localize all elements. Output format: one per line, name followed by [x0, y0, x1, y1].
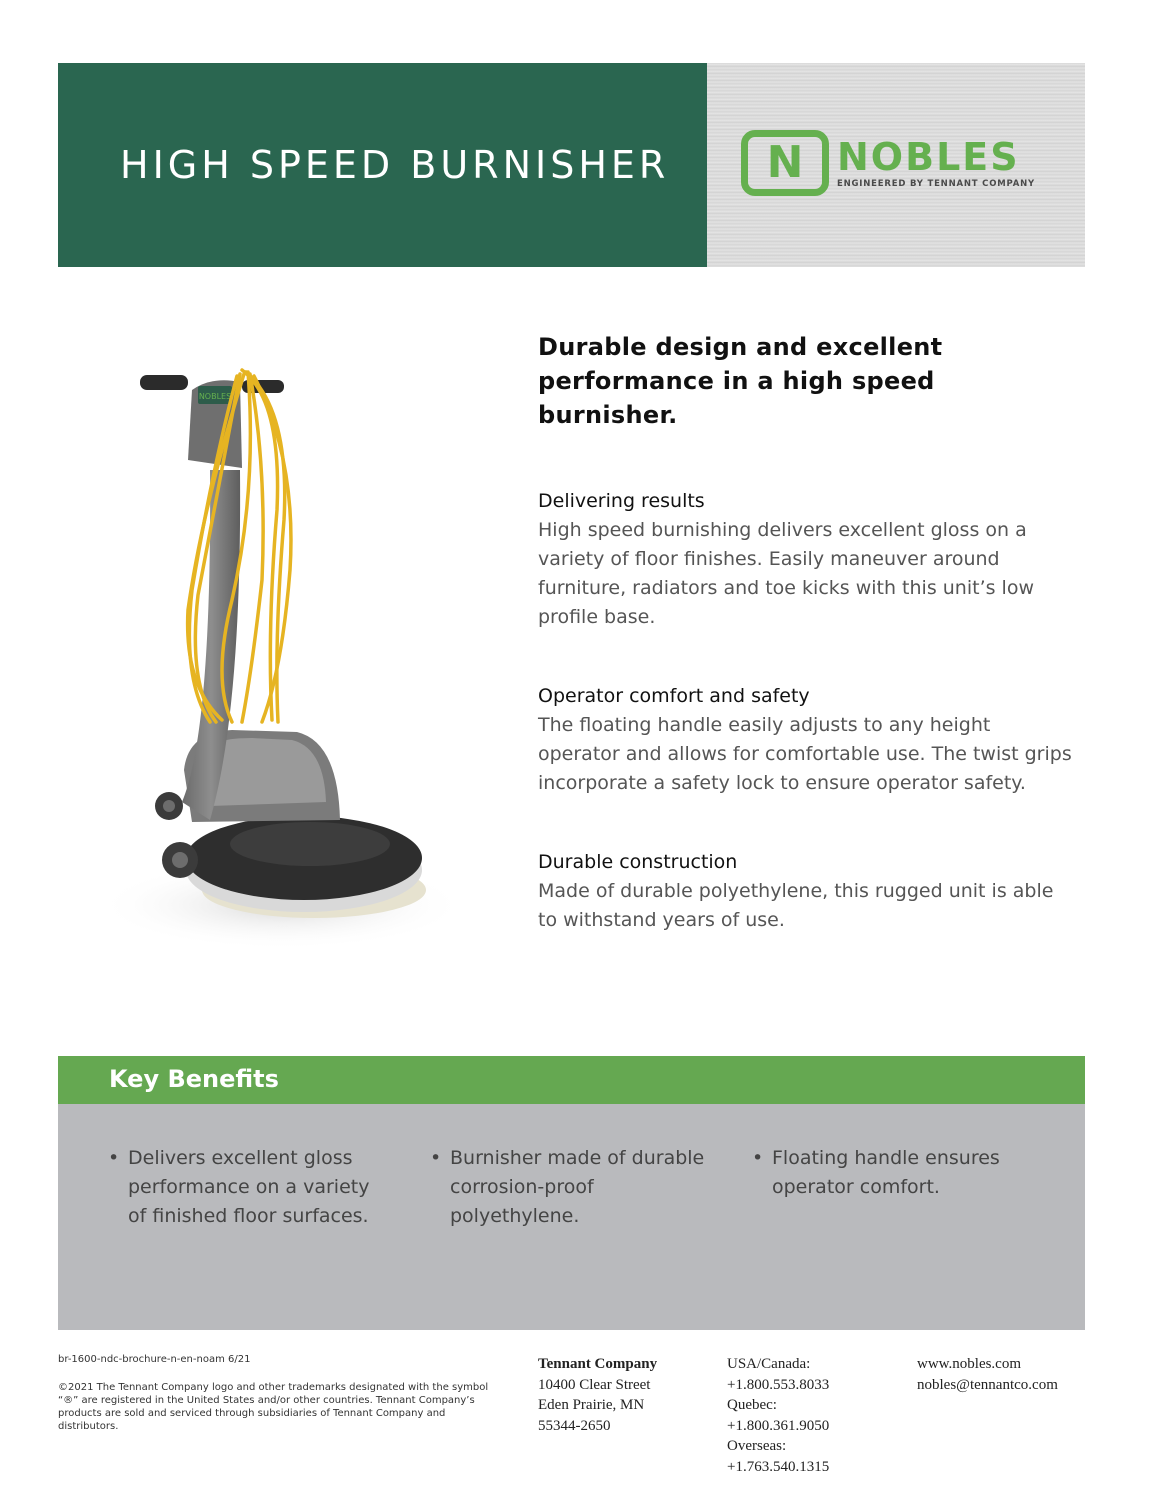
- address-zip: 55344-2650: [538, 1417, 611, 1434]
- phone-numbers: [727, 1354, 829, 1477]
- feature-section: [538, 848, 1078, 935]
- benefit-text: Delivers excellent gloss performance on a variety of finished floor surfaces.: [128, 1147, 370, 1227]
- title-band: [58, 63, 707, 267]
- section-title: Delivering results: [538, 490, 705, 512]
- control-panel-label: NOBLES: [198, 392, 232, 401]
- section-body: High speed burnishing delivers excellent gloss on a variety of floor finishes. Easily maneuver around furniture, radiators and toe kicks with this unit’s low profile base.: [538, 519, 1034, 628]
- bullet-icon: •: [752, 1147, 764, 1169]
- nobles-logo: [741, 130, 1035, 196]
- phone-number[interactable]: +1.800.553.8033: [727, 1376, 830, 1393]
- phone-label: USA/Canada:: [727, 1356, 811, 1372]
- key-benefits-title: Key Benefits: [109, 1065, 279, 1093]
- benefit-text: Floating handle ensures operator comfort.: [772, 1147, 1000, 1198]
- benefit-item: [108, 1144, 388, 1231]
- feature-section: [538, 682, 1078, 798]
- burnisher-product-image: [92, 350, 472, 960]
- document-code: br-1600-ndc-brochure-n-en-noam 6/21: [58, 1354, 251, 1365]
- benefit-item: [752, 1144, 1032, 1202]
- legal-notice: ©2021 The Tennant Company logo and other trademarks designated with the symbol “®” are registered in the United States and/or other countries. Tennant Company’s products are sold and serviced through subsidiaries of Tennant Company and distributors.: [58, 1382, 489, 1432]
- bullet-icon: •: [108, 1147, 120, 1169]
- key-benefits-panel: [58, 1104, 1085, 1330]
- address-line: Eden Prairie, MN: [538, 1397, 645, 1413]
- page-title: HIGH SPEED BURNISHER: [120, 143, 670, 187]
- phone-label: Quebec:: [727, 1397, 777, 1413]
- section-title: Durable construction: [538, 851, 738, 873]
- phone-number[interactable]: +1.763.540.1315: [727, 1458, 830, 1475]
- logo-letter: N: [766, 137, 804, 188]
- logo-tagline: ENGINEERED BY TENNANT COMPANY: [837, 178, 1035, 189]
- header-banner: [58, 63, 1085, 267]
- phone-label: Overseas:: [727, 1438, 787, 1454]
- logo-wordmark: NOBLES: [837, 134, 1020, 179]
- benefit-item: [430, 1144, 710, 1231]
- key-benefits-header: [58, 1056, 1085, 1104]
- brushed-metal-panel: [707, 63, 1085, 267]
- section-title: Operator comfort and safety: [538, 685, 810, 707]
- benefit-text: Burnisher made of durable corrosion-proof polyethylene.: [450, 1147, 705, 1227]
- email-link[interactable]: nobles@tennantco.com: [917, 1376, 1058, 1393]
- company-address: [538, 1354, 657, 1436]
- bullet-icon: •: [430, 1147, 442, 1169]
- company-name: Tennant Company: [538, 1356, 658, 1372]
- headline: Durable design and excellent performance in a high speed burnisher.: [538, 333, 943, 429]
- phone-number[interactable]: +1.800.361.9050: [727, 1417, 830, 1434]
- feature-section: [538, 487, 1078, 632]
- logo-n-badge: [741, 130, 829, 196]
- section-body: Made of durable polyethylene, this rugged unit is able to withstand years of use.: [538, 880, 1054, 931]
- web-contact: [917, 1354, 1058, 1395]
- website-link[interactable]: www.nobles.com: [917, 1356, 1022, 1372]
- address-line: 10400 Clear Street: [538, 1376, 651, 1393]
- section-body: The floating handle easily adjusts to any height operator and allows for comfortable use. The twist grips incorporate a safety lock to ensure operator safety.: [538, 714, 1072, 794]
- content-column: [538, 330, 1078, 935]
